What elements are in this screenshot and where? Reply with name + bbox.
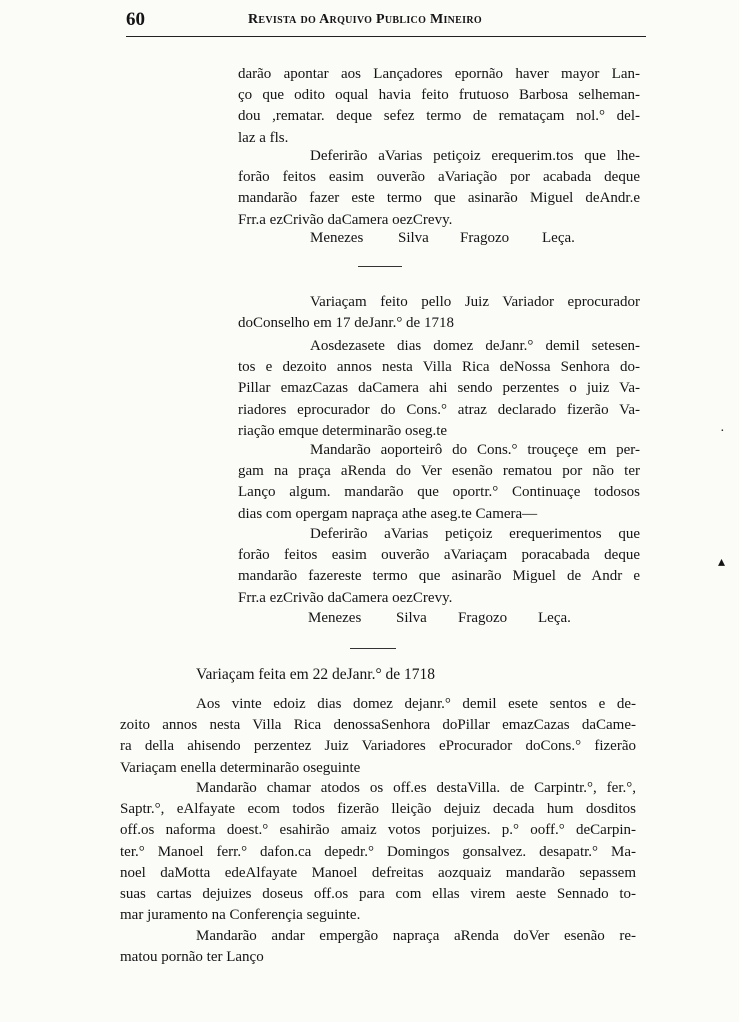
paragraph-2 (238, 146, 640, 231)
paragraph-4 (238, 440, 640, 525)
section-divider (358, 266, 402, 267)
paragraph-6 (120, 694, 636, 779)
text-line: ço que odito oqual havia feito frutuoso Barbosa selheman- (238, 87, 640, 104)
text-line: zoito annos nesta Villa Rica denossaSenhora doPillar emazCazas daCame- (120, 717, 636, 734)
text-line: laz a fls. (238, 129, 289, 146)
text-line: Aosdezasete dias domez deJanr.° demil setesen- (310, 338, 640, 354)
text-line: Frr.a ezCrivão daCamera oezCrevy. (238, 589, 453, 606)
text-line: Lanço algum. mandarão que oportr.° Continuaçe todosos (238, 484, 640, 501)
page-header (126, 9, 646, 35)
text-line: Deferirão aVarias petiçoiz erequerimentos que (310, 526, 640, 542)
text-line: Pillar emazCazas daCamera ahi sendo perzentes o juiz Va- (238, 380, 640, 397)
text-line: forão feitos easim ouverão aVariação por acabada deque (238, 169, 640, 186)
text-line: Mandarão chamar atodos os off.es destaVilla. de Carpintr.°, fer.°, (196, 780, 636, 796)
text-line: noel daMotta edeAlfayate Manoel defreitas aozquaiz mandarão sepassem (120, 864, 636, 881)
signature: Silva (396, 610, 427, 626)
text-line: riação emque determinarão oseg.te (238, 422, 448, 439)
text-line: darão apontar aos Lançadores epornão haver mayor Lan- (238, 66, 640, 82)
text-line: riadores eprocurador do Cons.° atraz declarado fizerão Va- (238, 401, 640, 418)
text-line: forão feitos easim ouverão aVariaçam poracabada deque (238, 547, 640, 564)
entry-title-2 (238, 292, 640, 334)
paragraph-8 (120, 926, 636, 968)
signature: Fragozo (460, 230, 510, 246)
paragraph-7 (120, 778, 636, 926)
signature: Menezes (308, 610, 362, 626)
text-line: mandarão fazereste termo que asinarão Miguel de Andr e (238, 568, 640, 585)
signature: Fragozo (458, 610, 508, 626)
margin-mark: · (720, 424, 725, 439)
text-line: Aos vinte edoiz dias domez dejanr.° demil esete sentos e de- (196, 696, 636, 712)
text-line: ter.° Manoel ferr.° dafon.ca depedr.° Domingos gonsalvez. desapatr.° Ma- (120, 843, 636, 860)
entry-title-3: Variaçam feita em 22 deJanr.° de 1718 (196, 666, 436, 683)
page-number: 60 (126, 9, 145, 30)
text-line: gam na praça aRenda do Ver esenão rematou por não ter (238, 463, 640, 480)
text-line: ra della ahisendo perzentez Juiz Variadores eProcurador doCons.° fizerão (120, 738, 636, 755)
section-divider (350, 648, 396, 649)
text-line: suas cartas dejuizes doseus off.os para com ellas virem aeste Sennado to- (120, 886, 636, 903)
text-line: Deferirão aVarias petiçoiz erequerim.tos que lhe- (310, 148, 640, 164)
text-line: Variaçam feito pello Juiz Variador eprocurador (310, 294, 640, 310)
text-line: dias com opergam napraça athe aseg.te Camera— (238, 505, 538, 522)
running-title: Revista do Arquivo Publico Mineiro (248, 12, 482, 27)
margin-mark: ▴ (718, 555, 726, 570)
text-line: Mandarão aoporteirô do Cons.° trouçeçe em per- (310, 442, 640, 458)
paragraph-3 (238, 336, 640, 442)
header-rule (126, 36, 646, 37)
text-line: off.os naforma doest.° esahirão amaiz votos porjuizes. p.° ooff.° deCarpin- (120, 822, 636, 839)
text-line: doConselho em 17 deJanr.° de 1718 (238, 315, 454, 332)
text-line: Frr.a ezCrivão daCamera oezCrevy. (238, 211, 453, 228)
signature: Leça. (542, 230, 575, 246)
text-line: dou ,rematar. deque sefez termo de remataçam nol.° del- (238, 108, 640, 125)
text-line: tos e dezoito annos nesta Villa Rica deNossa Senhora do- (238, 359, 640, 376)
text-line: Saptr.°, eAlfayate ecom todos fizerão lleição dejuiz decada hum dosditos (120, 801, 636, 818)
text-line: matou pornão ter Lanço (120, 949, 264, 966)
signature: Menezes (310, 230, 364, 246)
signature: Leça. (538, 610, 571, 626)
paragraph-5 (238, 524, 640, 609)
signatures-1 (0, 230, 739, 252)
signature: Silva (398, 230, 429, 246)
text-line: Mandarão andar empergão napraça aRenda doVer esenão re- (196, 928, 636, 944)
text-line: mandarão fazer este termo que asinarão Miguel deAndr.e (238, 190, 640, 207)
text-line: mar juramento na Conferençia seguinte. (120, 907, 361, 924)
paragraph-1 (238, 64, 640, 149)
signatures-2 (0, 610, 739, 632)
text-line: Variaçam enella determinarão oseguinte (120, 759, 361, 776)
